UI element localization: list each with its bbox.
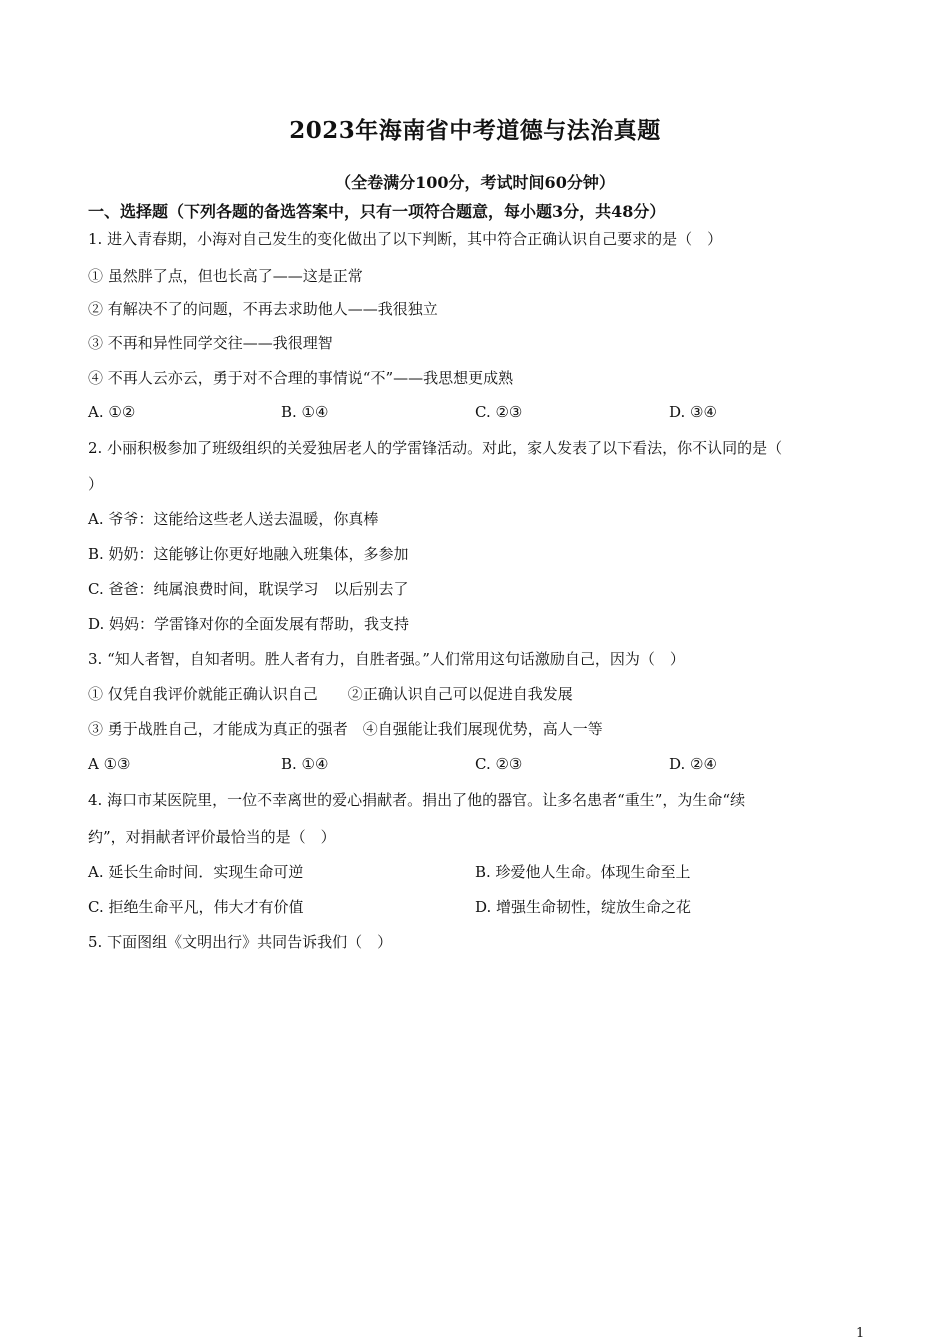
document-title: 2023年海南省中考道德与法治真题: [289, 117, 661, 144]
exam-info-subtitle: （全卷满分100分，考试时间60分钟）: [335, 173, 615, 192]
question-3-option-a: A ①③: [88, 755, 131, 773]
question-1-stem: 1. 进入青春期，小海对自己发生的变化做出了以下判断，其中符合正确认识自己要求的是（ ）: [88, 230, 723, 248]
question-1-option-c: C. ②③: [475, 403, 523, 421]
question-2-stem-continuation: ）: [88, 475, 104, 493]
question-1-statement: ④ 不再人云亦云，勇于对不合理的事情说“不”——我思想更成熟: [88, 369, 514, 387]
question-4-stem-continuation: 约”，对捐献者评价最恰当的是（ ）: [88, 828, 336, 846]
question-1-statement: ② 有解决不了的问题，不再去求助他人——我很独立: [88, 300, 438, 318]
question-2-stem: 2. 小丽积极参加了班级组织的关爱独居老人的学雷锋活动。对此，家人发表了以下看法，你不认同的是（: [88, 439, 783, 457]
question-4-option-d: D. 增强生命韧性，绽放生命之花: [475, 898, 692, 916]
question-2-option-c: C. 爸爸：纯属浪费时间，耽误学习 以后别去了: [88, 580, 409, 598]
question-3-option-d: D. ②④: [669, 755, 717, 773]
question-3-statements: ③ 勇于战胜自己，才能成为真正的强者 ④自强能让我们展现优势，高人一等: [88, 720, 603, 738]
question-1-statement: ① 虽然胖了点，但也长高了——这是正常: [88, 267, 363, 285]
question-3-statements: ① 仅凭自我评价就能正确认识自己 ②正确认识自己可以促进自我发展: [88, 685, 573, 703]
question-1-option-b: B. ①④: [281, 403, 329, 421]
question-4-option-c: C. 拒绝生命平凡，伟大才有价值: [88, 898, 304, 916]
question-3-option-c: C. ②③: [475, 755, 523, 773]
question-4-option-a: A. 延长生命时间．实现生命可逆: [88, 863, 304, 881]
question-3-option-b: B. ①④: [281, 755, 329, 773]
question-1-option-a: A. ①②: [88, 403, 136, 421]
question-4-stem: 4. 海口市某医院里，一位不幸离世的爱心捐献者。捐出了他的器官。让多名患者“重生”，为生命“续: [88, 791, 746, 809]
page-number: 1: [856, 1326, 865, 1341]
question-5-stem: 5. 下面图组《文明出行》共同告诉我们（ ）: [88, 933, 393, 951]
question-1-statement: ③ 不再和异性同学交往——我很理智: [88, 334, 333, 352]
question-4-option-b: B. 珍爱他人生命。体现生命至上: [475, 863, 691, 881]
question-2-option-a: A. 爷爷：这能给这些老人送去温暖，你真棒: [88, 510, 379, 528]
section-heading: 一、选择题（下列各题的备选答案中，只有一项符合题意，每小题3分，共48分）: [88, 202, 666, 221]
question-2-option-b: B. 奶奶：这能够让你更好地融入班集体，多参加: [88, 545, 409, 563]
question-2-option-d: D. 妈妈：学雷锋对你的全面发展有帮助，我支持: [88, 615, 410, 633]
question-1-option-d: D. ③④: [669, 403, 717, 421]
question-3-stem: 3. “知人者智，自知者明。胜人者有力，自胜者强。”人们常用这句话激励自己，因为（ ）: [88, 650, 685, 668]
